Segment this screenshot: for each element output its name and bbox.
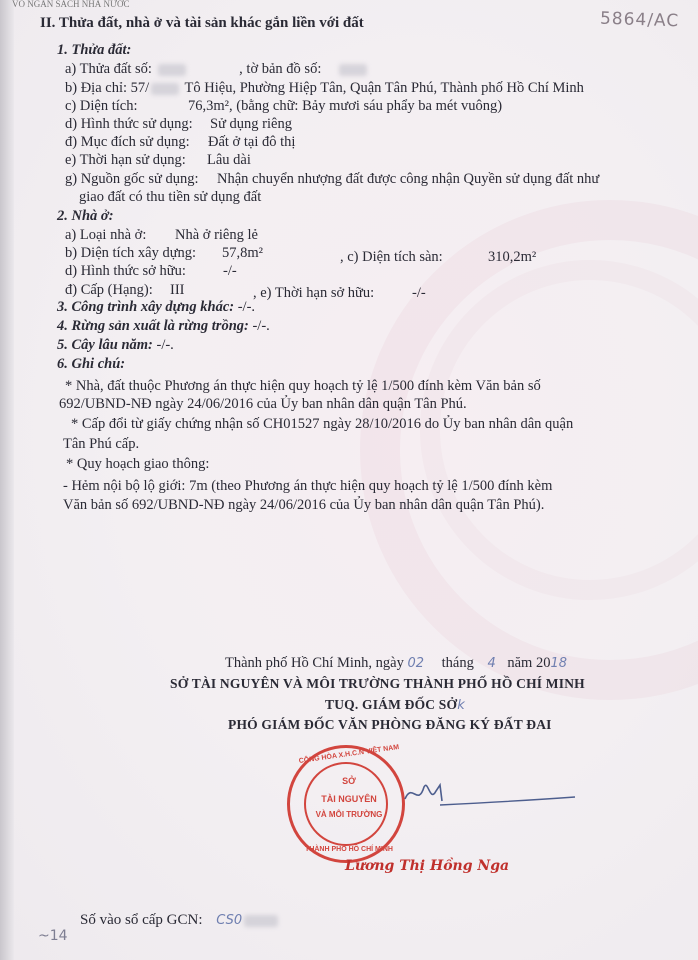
note-line-1: * Nhà, đất thuộc Phương án thực hiện quy hoạch tỷ lệ 1/500 đính kèm Văn bản số bbox=[65, 378, 541, 394]
house-term-label: , e) Thời hạn sở hữu: bbox=[253, 285, 375, 301]
forest-value: -/-. bbox=[252, 318, 270, 334]
land-address-value: Tô Hiệu, Phường Hiệp Tân, Quận Tân Phú, Thành phố Hồ Chí Minh bbox=[184, 80, 584, 96]
land-term-value: Lâu dài bbox=[207, 152, 251, 168]
registry-value: CS0 bbox=[216, 913, 243, 928]
other-construction-label: 3. Công trình xây dựng khác: bbox=[57, 299, 235, 315]
redaction-blur bbox=[158, 64, 186, 76]
land-origin-label: g) Nguồn gốc sử dụng: bbox=[65, 171, 199, 187]
land-purpose-label: đ) Mục đích sử dụng: bbox=[65, 134, 190, 150]
forest-label: 4. Rừng sản xuất là rừng trồng: bbox=[57, 318, 249, 334]
land-use-form-value: Sử dụng riêng bbox=[210, 116, 292, 132]
scan-edge bbox=[0, 0, 14, 960]
seal-ring-bottom: THÀNH PHỐ HỒ CHÍ MINH bbox=[305, 846, 393, 853]
house-type-label: a) Loại nhà ở: bbox=[65, 227, 147, 243]
year-label: năm 20 bbox=[507, 655, 551, 671]
perennial-value: -/-. bbox=[156, 337, 174, 353]
official-seal-inner-ring bbox=[304, 762, 388, 846]
issuing-organization: SỞ TÀI NGUYÊN VÀ MÔI TRƯỜNG THÀNH PHỐ HỒ CHÍ MINH bbox=[170, 676, 585, 691]
redaction-blur bbox=[339, 64, 367, 76]
signer-name: Lương Thị Hồng Nga bbox=[345, 858, 510, 874]
house-ownership-value: -/- bbox=[223, 263, 237, 279]
notes-heading: 6. Ghi chú: bbox=[57, 356, 126, 372]
signer-position: PHÓ GIÁM ĐỐC VĂN PHÒNG ĐĂNG KÝ ĐẤT ĐAI bbox=[228, 717, 552, 732]
land-origin-value-2: giao đất có thu tiền sử dụng đất bbox=[79, 189, 262, 205]
land-use-form-label: d) Hình thức sử dụng: bbox=[65, 116, 193, 132]
seal-ring-top: CỘNG HÒA X.H.C.N VIỆT NAM bbox=[298, 743, 400, 766]
land-sheet-label: , tờ bản đồ số: bbox=[239, 61, 322, 77]
registry-row bbox=[80, 912, 280, 929]
handwritten-initial: k bbox=[457, 698, 465, 713]
seal-center-1: SỞ bbox=[342, 776, 356, 786]
land-address-row bbox=[65, 80, 584, 97]
margin-handwritten-mark: ~14 bbox=[38, 928, 68, 944]
land-heading: 1. Thửa đất: bbox=[57, 42, 132, 58]
handwritten-corner-note: 5864/AC bbox=[599, 8, 680, 32]
house-ownership-label: d) Hình thức sở hữu: bbox=[65, 263, 186, 279]
note-line-3: * Cấp đổi từ giấy chứng nhận số CH01527 ngày 28/10/2016 do Ủy ban nhân dân quận bbox=[71, 416, 574, 432]
other-construction-value: -/-. bbox=[237, 299, 256, 315]
note-line-5: * Quy hoạch giao thông: bbox=[66, 456, 210, 472]
house-build-area-value: 57,8m² bbox=[222, 245, 264, 261]
land-area-value: 76,3m², (bằng chữ: Bảy mươi sáu phẩy ba mét vuông) bbox=[188, 98, 503, 114]
redaction-blur bbox=[151, 83, 179, 95]
handwritten-year: 18 bbox=[550, 656, 568, 671]
issue-date-line bbox=[225, 655, 567, 672]
perennial-row bbox=[57, 337, 174, 354]
other-construction-row bbox=[57, 299, 255, 316]
house-type-value: Nhà ở riêng lẻ bbox=[175, 227, 258, 243]
land-purpose-value: Đất ở tại đô thị bbox=[208, 134, 296, 150]
land-area-label: c) Diện tích: bbox=[65, 98, 138, 114]
land-parcel-label: a) Thửa đất số: bbox=[65, 61, 152, 77]
land-term-label: e) Thời hạn sử dụng: bbox=[65, 152, 186, 168]
forest-row bbox=[57, 318, 270, 335]
house-grade-label: đ) Cấp (Hạng): bbox=[65, 282, 153, 298]
note-line-6: - Hẻm nội bộ lộ giới: 7m (theo Phương án thực hiện quy hoạch tỷ lệ 1/500 đính kèm bbox=[63, 478, 553, 494]
delegation-title bbox=[325, 696, 465, 714]
note-line-7: Văn bản số 692/UBND-NĐ ngày 24/06/2016 của Ủy ban nhân dân quận Tân Phú). bbox=[63, 497, 545, 513]
redacted-spacer bbox=[156, 61, 236, 78]
month-label: tháng bbox=[441, 655, 474, 671]
perennial-label: 5. Cây lâu năm: bbox=[57, 337, 153, 353]
handwritten-month: 4 bbox=[487, 656, 496, 671]
registry-label: Số vào sổ cấp GCN: bbox=[80, 912, 203, 928]
house-grade-value: III bbox=[170, 282, 185, 298]
house-term-value: -/- bbox=[412, 285, 426, 301]
signature-stroke bbox=[400, 777, 580, 817]
house-floor-area-value: 310,2m² bbox=[488, 249, 537, 265]
seal-center-3: VÀ MÔI TRƯỜNG bbox=[315, 810, 383, 819]
land-address-label: b) Địa chỉ: 57/ bbox=[65, 80, 150, 96]
section-title: II. Thửa đất, nhà ở và tài sản khác gắn liền với đất bbox=[40, 15, 364, 31]
note-line-4: Tân Phú cấp. bbox=[63, 436, 140, 452]
handwritten-day: 02 bbox=[407, 656, 424, 671]
land-parcel-row bbox=[65, 61, 369, 78]
seal-center-2: TÀI NGUYÊN bbox=[321, 794, 377, 804]
top-cut-text: VO NGÂN SÁCH NHÀ NƯỚC bbox=[12, 0, 130, 9]
delegation-text: TUQ. GIÁM ĐỐC SỞ bbox=[325, 697, 458, 712]
date-prefix: Thành phố Hồ Chí Minh, ngày bbox=[225, 655, 404, 671]
note-line-2: 692/UBND-NĐ ngày 24/06/2016 của Ủy ban nhân dân quận Tân Phú. bbox=[59, 396, 467, 412]
house-heading: 2. Nhà ở: bbox=[57, 208, 114, 224]
land-origin-value-1: Nhận chuyển nhượng đất được công nhận Quyền sử dụng đất như bbox=[217, 171, 600, 187]
house-build-area-label: b) Diện tích xây dựng: bbox=[65, 245, 197, 261]
redaction-blur bbox=[244, 915, 278, 927]
house-floor-area-label: , c) Diện tích sàn: bbox=[340, 249, 443, 265]
official-seal bbox=[287, 745, 405, 863]
